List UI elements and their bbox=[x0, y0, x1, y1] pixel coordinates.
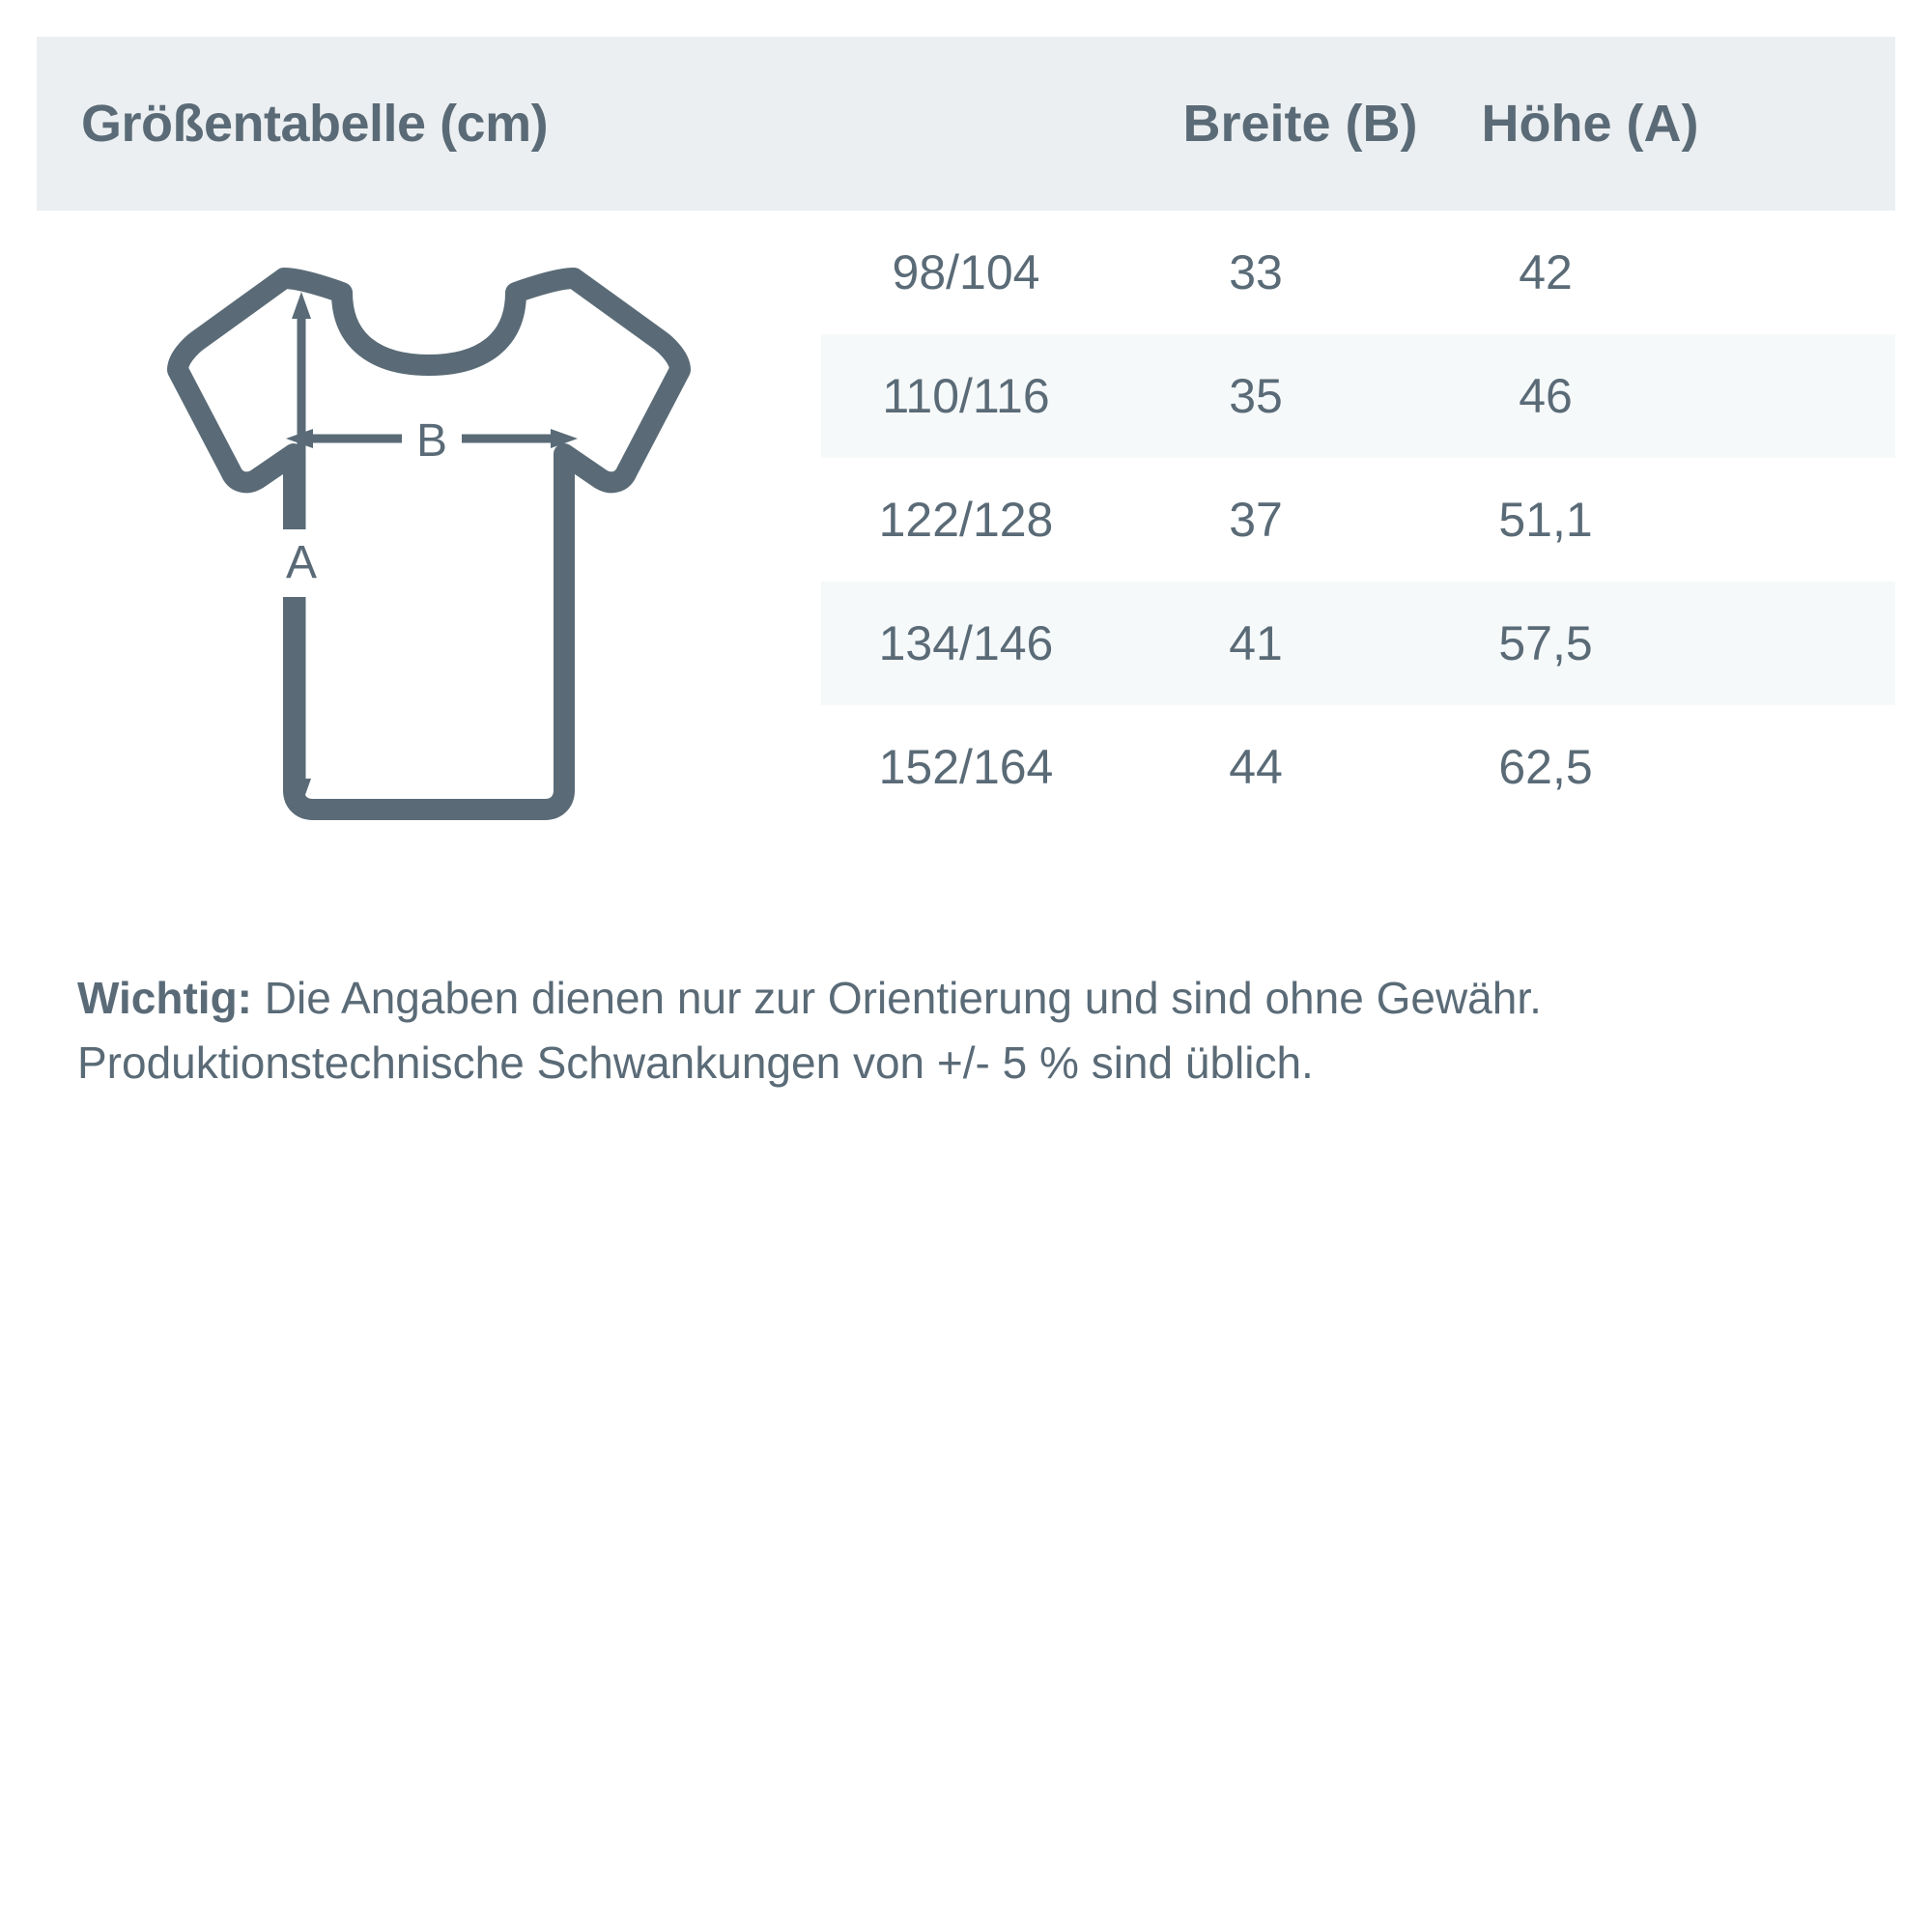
table-row bbox=[821, 458, 1895, 582]
cell-height: 57,5 bbox=[1498, 616, 1593, 670]
page-title: Größentabelle (cm) bbox=[81, 95, 549, 153]
svg-text:A: A bbox=[285, 537, 318, 588]
svg-text:B: B bbox=[415, 415, 448, 467]
t-shirt-icon bbox=[139, 249, 719, 848]
cell-size: 152/164 bbox=[878, 740, 1054, 794]
table-row bbox=[821, 582, 1895, 705]
cell-size: 122/128 bbox=[878, 493, 1054, 547]
cell-size: 98/104 bbox=[892, 245, 1040, 299]
size-table-rows bbox=[821, 211, 1895, 848]
disclaimer-note bbox=[77, 966, 1816, 1094]
disclaimer-line-1: Die Angaben dienen nur zur Orientierung und sind ohne Gewähr. bbox=[252, 973, 1542, 1023]
cell-size: 134/146 bbox=[878, 616, 1054, 670]
cell-height: 42 bbox=[1519, 245, 1573, 299]
size-chart-header bbox=[37, 37, 1895, 211]
size-chart bbox=[37, 37, 1895, 848]
cell-width: 41 bbox=[1229, 616, 1283, 670]
column-header-width: Breite (B) bbox=[1182, 95, 1418, 153]
cell-width: 35 bbox=[1229, 369, 1283, 423]
shirt-diagram bbox=[37, 211, 821, 848]
cell-height: 46 bbox=[1519, 369, 1573, 423]
table-row bbox=[821, 705, 1895, 829]
cell-size: 110/116 bbox=[882, 369, 1050, 423]
size-chart-body bbox=[37, 211, 1895, 848]
cell-width: 33 bbox=[1229, 245, 1283, 299]
disclaimer-line-2: Produktionstechnische Schwankungen von +/- 5 % sind üblich. bbox=[77, 1037, 1314, 1088]
table-row bbox=[821, 334, 1895, 458]
cell-width: 44 bbox=[1229, 740, 1283, 794]
cell-height: 62,5 bbox=[1498, 740, 1593, 794]
table-row bbox=[821, 211, 1895, 334]
column-header-height: Höhe (A) bbox=[1481, 95, 1699, 153]
cell-width: 37 bbox=[1229, 493, 1283, 547]
disclaimer-label: Wichtig: bbox=[77, 973, 252, 1023]
cell-height: 51,1 bbox=[1498, 493, 1593, 547]
